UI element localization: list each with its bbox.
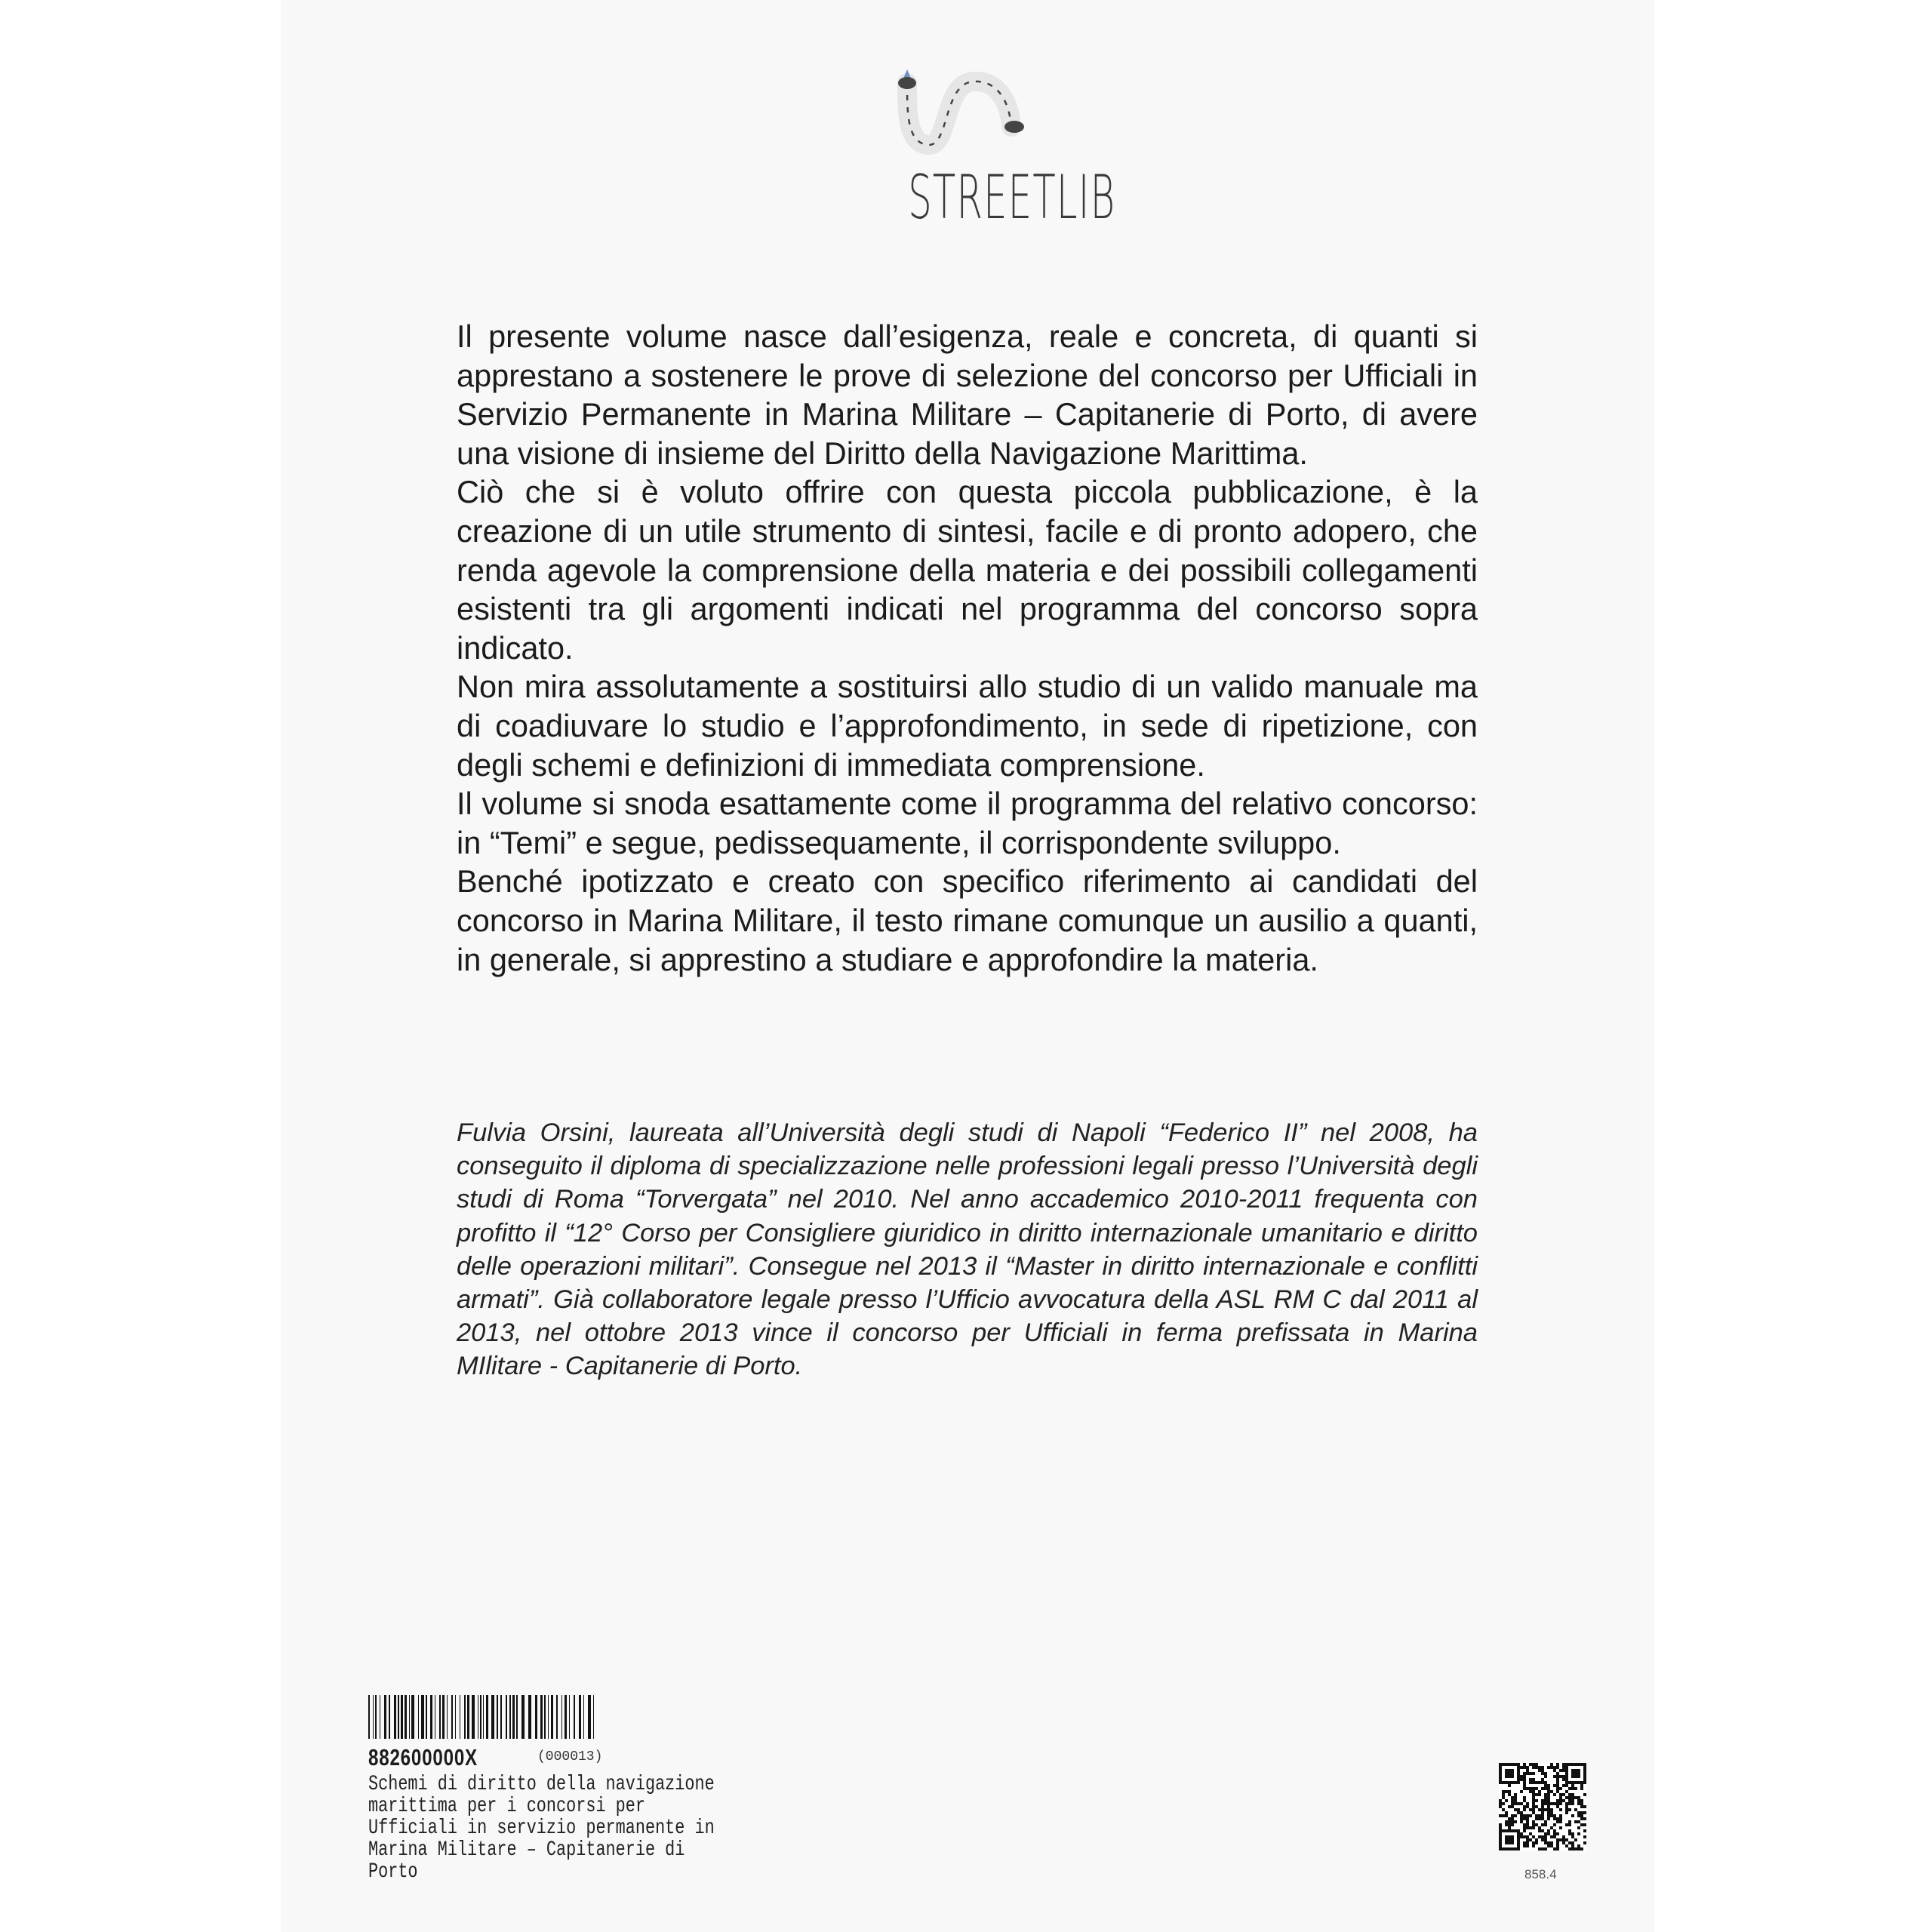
barcode-sticker <box>356 1680 718 1884</box>
sticker-title: Schemi di diritto della navigazione marittima per i concorsi per Ufficiali in servizio permanente in Marina Militare – Capitanerie di Porto <box>368 1773 715 1884</box>
blurb-paragraph: Non mira assolutamente a sostituirsi allo studio di un valido manuale ma di coadiuvare lo studio e l’approfondimento, in sede di ripetizione, con degli schemi e definizioni di immediata comprensione. <box>457 669 1478 783</box>
author-bio: Fulvia Orsini, laureata all’Università degli studi di Napoli “Federico II” nel 2008, ha conseguito il diploma di specializzazione nelle professioni legali presso l’Università degli studi di Roma “Torvergata” nel 2010. Nel anno accademico 2010-2011 frequenta con profitto il “12° Corso per Consigliere giuridico in diritto internazionale umanitario e diritto delle operazioni militari”. Consegue nel 2013 il “Master in diritto internazionale e conflitti armati”. Già collaboratore legale presso l’Ufficio avvocatura della ASL RM C dal 2011 al 2013, nel ottobre 2013 vince il concorso per Ufficiali in ferma prefissata in Marina MIlitare - Capitanerie di Porto. <box>457 1118 1478 1381</box>
qr-code-icon <box>1499 1763 1586 1850</box>
blurb-paragraph: Il volume si snoda esattamente come il programma del relativo concorso: in “Temi” e segue, pedissequamente, il corrispondente sviluppo. <box>457 786 1478 860</box>
blurb-paragraph: Benché ipotizzato e creato con specifico riferimento ai candidati del concorso in Marina Militare, il testo rimane comunque un ausilio a quanti, in generale, si apprestino a studiare e approfondire la materia. <box>457 863 1478 977</box>
blurb-paragraph: Il presente volume nasce dall’esigenza, reale e concreta, di quanti si apprestano a sostenere le prove di selezione del concorso per Ufficiali in Servizio Permanente in Marina Militare – Capitanerie di Porto, di avere una visione di insieme del Diritto della Navigazione Marittima. <box>457 318 1478 471</box>
blurb-text <box>457 317 1478 979</box>
barcode-icon <box>368 1695 595 1739</box>
barcode-number: 882600000X <box>368 1744 478 1770</box>
publisher-logo-text: STREETLIB <box>908 162 1116 232</box>
price-code: 858.4 <box>1524 1867 1557 1881</box>
blurb-paragraph: Ciò che si è voluto offrire con questa piccola pubblicazione, è la creazione di un utile strumento di sintesi, facile e di pronto adopero, che renda agevole la comprensione della materia e dei possibili collegamenti esistenti tra gli argomenti indicati nel programma del concorso sopra indicato. <box>457 474 1478 666</box>
barcode-code: (000013) <box>537 1749 603 1764</box>
